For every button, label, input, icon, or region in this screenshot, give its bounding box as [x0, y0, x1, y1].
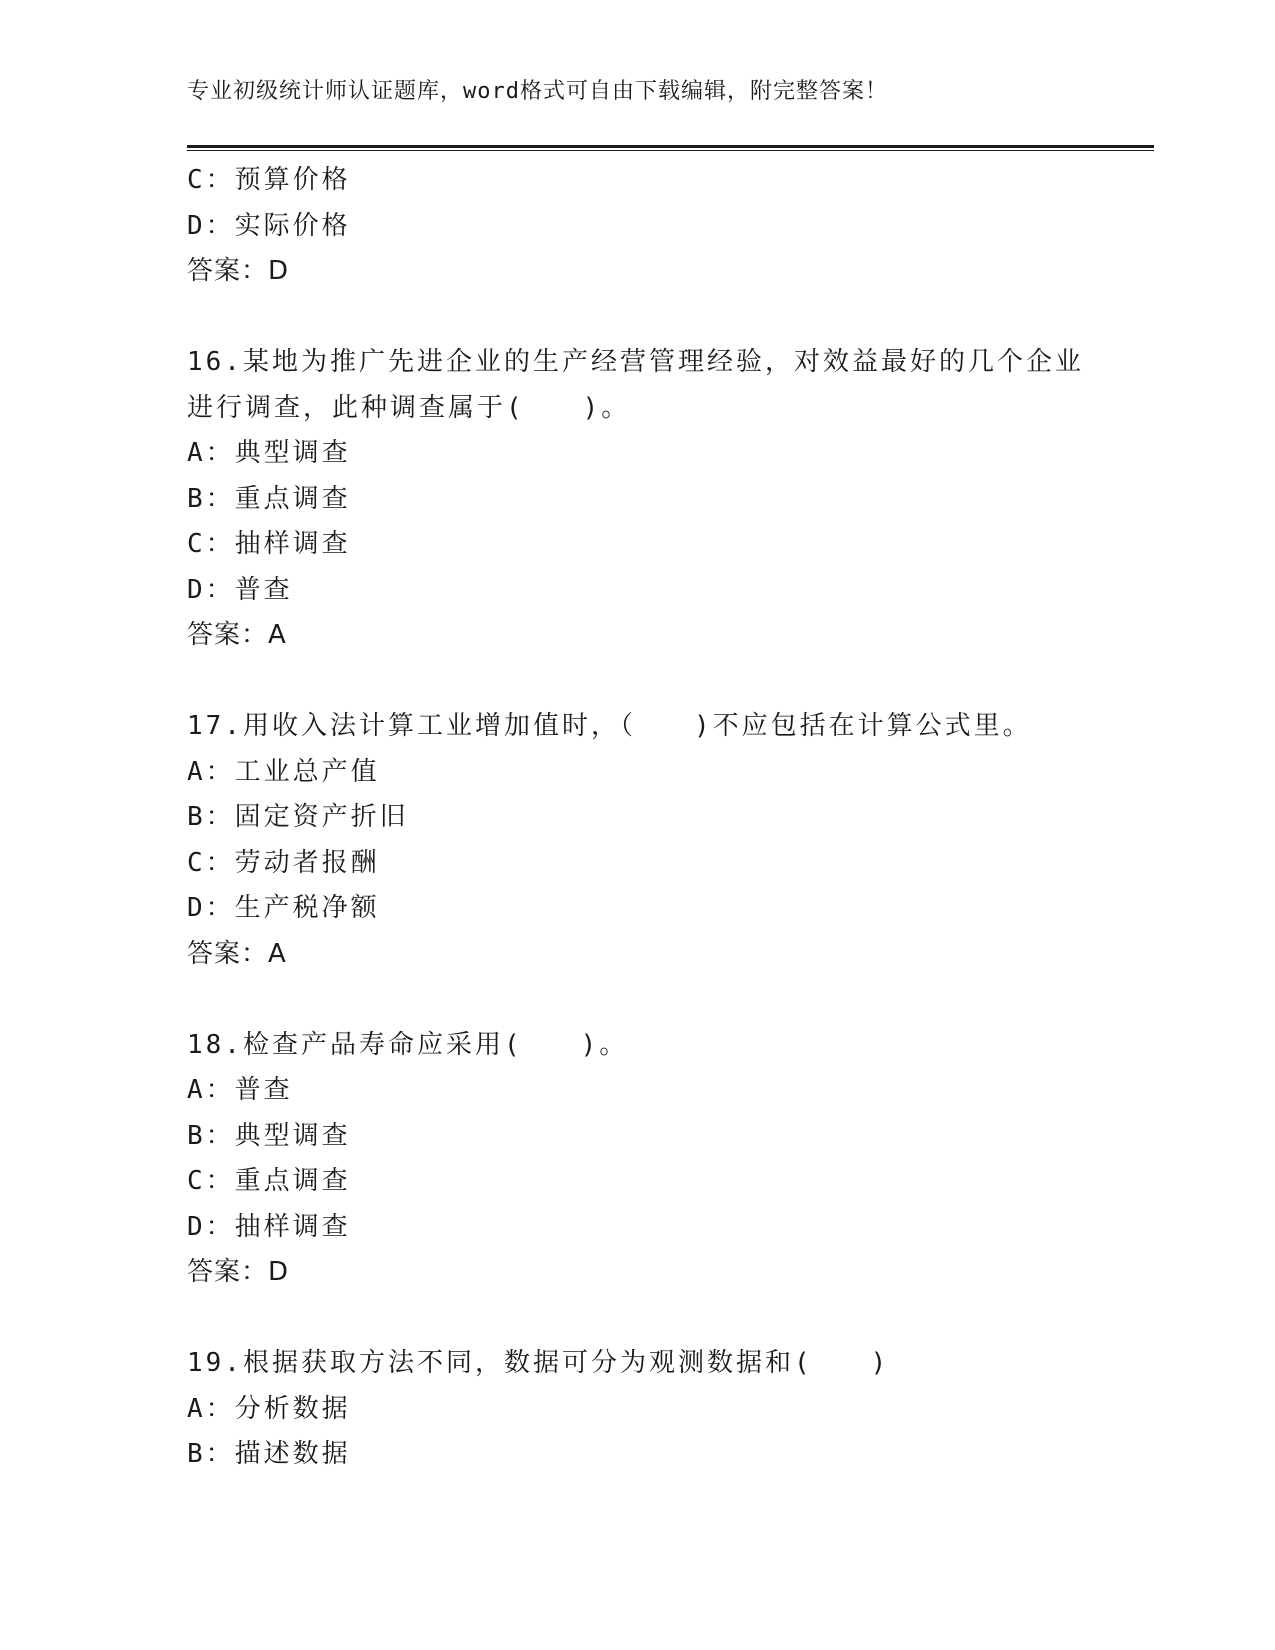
option-line: D：普查 [187, 574, 293, 605]
question-text: 18.检查产品寿命应采用( )。 [187, 1029, 629, 1060]
answer-line: 答案：D [187, 1257, 290, 1287]
option-line: D：生产税净额 [187, 893, 380, 923]
option-line: B：典型调查 [187, 1120, 351, 1151]
spacer [187, 659, 1147, 705]
question-text: 17.用收入法计算工业增加值时，（ )不应包括在计算公式里。 [187, 711, 1032, 741]
question-content [187, 158, 1147, 1478]
header-rule-thin [187, 150, 1154, 151]
answer-line: 答案：A [187, 620, 287, 650]
option-line: C：劳动者报酬 [187, 847, 380, 878]
option-line: D：实际价格 [187, 210, 351, 241]
page-header: 专业初级统计师认证题库，word格式可自由下载编辑，附完整答案！ [187, 79, 888, 104]
spacer [187, 1296, 1147, 1342]
question-text: 19.根据获取方法不同，数据可分为观测数据和( ) [187, 1348, 890, 1378]
option-line: C：重点调查 [187, 1166, 351, 1196]
option-line: A：工业总产值 [187, 756, 380, 787]
answer-line: 答案：A [187, 938, 287, 969]
question-text: 进行调查，此种调查属于( )。 [187, 392, 631, 423]
option-line: A：典型调查 [187, 438, 351, 468]
option-line: A：普查 [187, 1075, 293, 1105]
option-line: B：描述数据 [187, 1439, 351, 1469]
option-line: C：抽样调查 [187, 529, 351, 559]
spacer [187, 977, 1147, 1023]
option-line: B：固定资产折旧 [187, 802, 409, 832]
option-line: D：抽样调查 [187, 1211, 351, 1242]
header-rule-thick [187, 145, 1154, 148]
option-line: B：重点调查 [187, 483, 351, 514]
question-text: 16.某地为推广先进企业的生产经营管理经验，对效益最好的几个企业 [187, 347, 1084, 377]
option-line: A：分析数据 [187, 1393, 351, 1424]
spacer [187, 295, 1147, 341]
answer-line: 答案：D [187, 256, 290, 286]
option-line: C：预算价格 [187, 165, 351, 195]
